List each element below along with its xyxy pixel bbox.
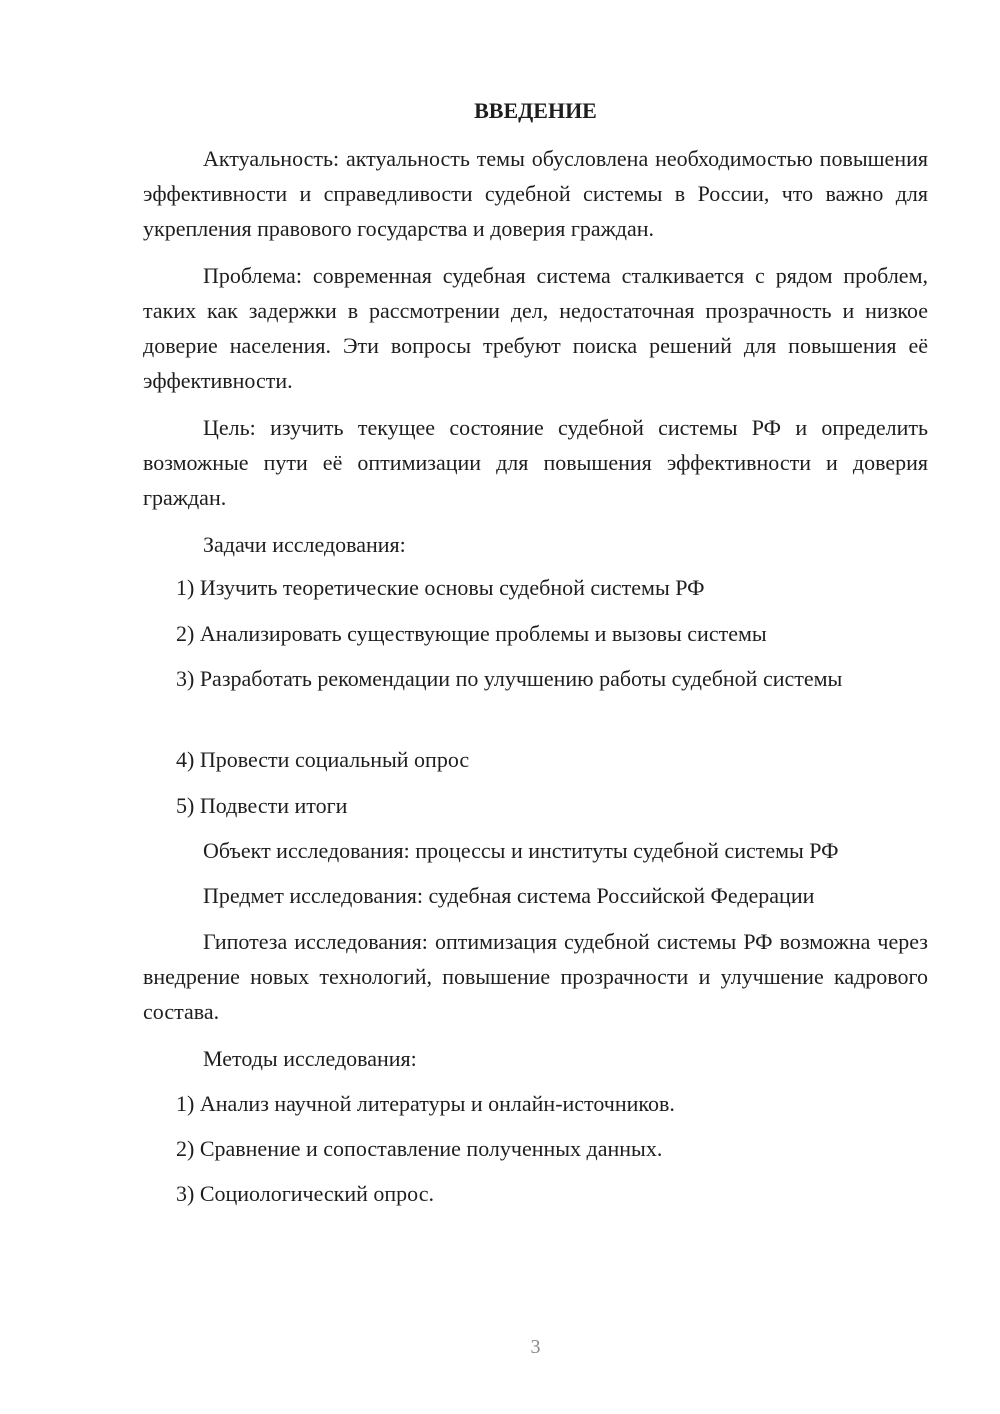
task-item-2: 2) Анализировать существующие проблемы и вызовы системы (176, 621, 767, 646)
method-item-2: 2) Сравнение и сопоставление полученных данных. (176, 1136, 663, 1161)
task-item-4: 4) Провести социальный опрос (176, 747, 470, 772)
hypothesis-paragraph: Гипотеза исследования: оптимизация судебной системы РФ возможна через внедрение новых технологий, повышение прозрачности и улучшение кадрового состава. (143, 929, 928, 1024)
task-item-3: 3) Разработать рекомендации по улучшению работы судебной системы (176, 666, 843, 691)
task-item-5: 5) Подвести итоги (176, 793, 348, 818)
section-heading: ВВЕДЕНИЕ (474, 98, 597, 123)
method-item-1: 1) Анализ научной литературы и онлайн-источников. (176, 1091, 675, 1116)
problem-paragraph: Проблема: современная судебная система сталкивается с рядом проблем, таких как задержки в рассмотрении дел, недостаточная прозрачность и низкое доверие населения. Эти вопросы требуют поиска решений для повышения её эффективности. (143, 263, 928, 393)
method-item-3: 3) Социологический опрос. (176, 1181, 434, 1206)
relevance-paragraph: Актуальность: актуальность темы обусловлена необходимостью повышения эффективности и справедливости судебной системы в России, что важно для укрепления правового государства и доверия граждан. (143, 146, 928, 241)
task-item-1: 1) Изучить теоретические основы судебной системы РФ (176, 575, 705, 600)
tasks-title: Задачи исследования: (203, 532, 406, 557)
document-page (143, 0, 928, 1414)
page-number: 3 (530, 1336, 541, 1358)
subject-paragraph: Предмет исследования: судебная система Российской Федерации (203, 883, 815, 908)
goal-paragraph: Цель: изучить текущее состояние судебной системы РФ и определить возможные пути её оптимизации для повышения эффективности и доверия граждан. (143, 415, 928, 510)
object-paragraph: Объект исследования: процессы и институты судебной системы РФ (203, 838, 839, 863)
methods-title: Методы исследования: (203, 1046, 417, 1071)
